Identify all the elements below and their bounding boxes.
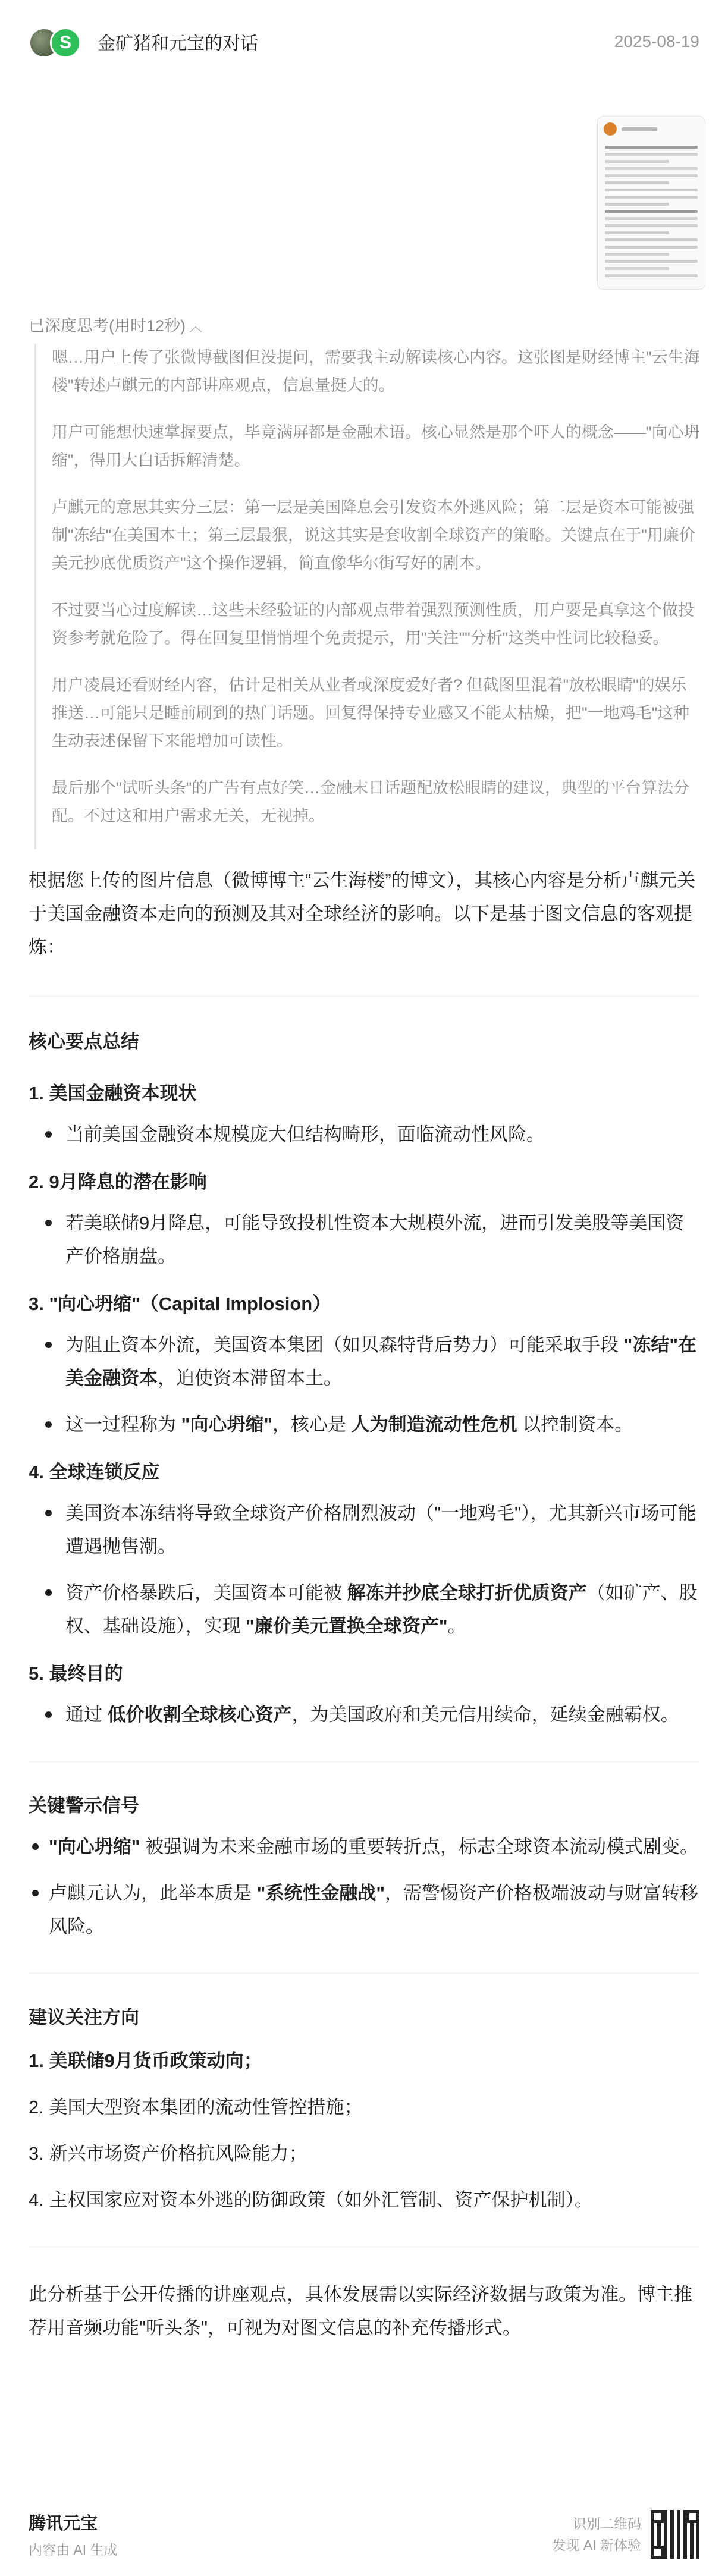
thinking-paragraph: 卢麒元的意思其实分三层：第一层是美国降息会引发资本外逃风险；第二层是资本可能被强制"冻结"在美国本土；第三层最狠，说这其实是套收割全球资产的策略。关键点在于"用廉价美元抄底优质资产"这个操作逻辑，简直像华尔街写好的剧本。 [52, 498, 695, 572]
thinking-paragraph: 最后那个"试听头条"的广告有点好笑…金融末日话题配放松眼睛的建议，典型的平台算法分配。不过这和用户需求无关，无视掉。 [52, 779, 690, 825]
chat-header [0, 0, 728, 83]
bullet-item: 为阻止资本外流，美国资本集团（如贝森特背后势力）可能采取手段 "冻结"在美金融资本，迫使资本滞留本土。 [29, 1328, 699, 1395]
participant-avatars [29, 24, 88, 59]
brand-name: 腾讯元宝 [29, 2514, 98, 2533]
thumbnail-header [598, 117, 705, 142]
section-title: 5. 最终目的 [29, 1663, 123, 1684]
focus-item: 1. 美联储9月货币政策动向； [29, 2050, 262, 2071]
section-title: 2. 9月降息的潜在影响 [29, 1171, 207, 1192]
deep-thinking-toggle[interactable] [29, 313, 202, 336]
bullet-item: "向心坍缩" 被强调为未来金融市场的重要转折点，标志全球资本流动模式剧变。 [29, 1830, 699, 1864]
bullet-item: 当前美国金融资本规模庞大但结构畸形，面临流动性风险。 [29, 1118, 699, 1151]
closing-note: 此分析基于公开传播的讲座观点，具体发展需以实际经济数据与政策为准。博主推荐用音频功能"听头条"，可视为对图文信息的补充传播形式。 [29, 2284, 692, 2338]
deep-thinking-label: 已深度思考(用时12秒) [29, 317, 186, 335]
bullet-item: 若美联储9月降息，可能导致投机性资本大规模外流，进而引发美股等美国资产价格崩盘。 [29, 1207, 699, 1273]
thinking-paragraph: 用户凌晨还看财经内容，估计是相关从业者或深度爱好者? 但截图里混着"放松眼睛"的娱乐推送…可能只是睡前刷到的热门话题。回复得保持专业感又不能太枯燥，把"一地鸡毛"这种生动表述保留下来能增加可读性。 [52, 676, 690, 750]
ai-generated-note: 内容由 AI 生成 [29, 2542, 118, 2558]
core-summary-title: 核心要点总结 [29, 1031, 139, 1052]
thinking-content [34, 344, 701, 849]
focus-directions-title: 建议关注方向 [29, 2007, 139, 2028]
share-footer [0, 2493, 728, 2576]
bullet-item: 卢麒元认为，此举本质是 "系统性金融战"，需警惕资产价格极端波动与财富转移风险。 [29, 1877, 699, 1943]
thinking-paragraph: 不过要当心过度解读…这些未经验证的内部观点带着强烈预测性质，用户要是真拿这个做投资参考就危险了。得在回复里悄悄埋个免责提示，用"关注""分析"这类中性词比较稳妥。 [52, 601, 694, 647]
bullet-item: 美国资本冻结将导致全球资产价格剧烈波动（"一地鸡毛"），尤其新兴市场可能遭遇抛售潮。 [29, 1497, 699, 1563]
divider [29, 1761, 699, 1762]
qr-caption: 识别二维码 发现 AI 新体验 [552, 2516, 641, 2553]
qr-code[interactable] [651, 2510, 699, 2559]
thinking-paragraph: 嗯…用户上传了张微博截图但没提问，需要我主动解读核心内容。这张图是财经博主"云生海楼"转述卢麒元的内部讲座观点，信息量挺大的。 [52, 348, 700, 394]
focus-item: 4. 主权国家应对资本外逃的防御政策（如外汇管制、资产保护机制）。 [29, 2189, 593, 2210]
brand-block [29, 2510, 118, 2559]
section-title: 3. "向心坍缩"（Capital Implosion） [29, 1293, 331, 1314]
thumbnail-avatar [604, 122, 617, 136]
answer-content [29, 864, 699, 2345]
answer-intro: 根据您上传的图片信息（微博博主“云生海楼”的博文），其核心内容是分析卢麒元关于美国金融资本走向的预测及其对全球经济的影响。以下是基于图文信息的客观提炼： [29, 870, 696, 957]
thinking-paragraph: 用户可能想快速掌握要点，毕竟满屏都是金融术语。核心显然是那个吓人的概念——"向心坍缩"，得用大白话拆解清楚。 [52, 423, 700, 469]
section-title: 4. 全球连锁反应 [29, 1462, 160, 1482]
focus-item: 3. 新兴市场资产价格抗风险能力； [29, 2143, 307, 2164]
conversation-title: 金矿猪和元宝的对话 [98, 34, 258, 54]
bullet-item: 这一过程称为 "向心坍缩"，核心是 人为制造流动性危机 以控制资本。 [29, 1408, 699, 1441]
focus-item: 2. 美国大型资本集团的流动性管控措施； [29, 2097, 363, 2118]
uploaded-image-thumbnail[interactable] [597, 116, 705, 290]
divider [29, 1973, 699, 1974]
warning-signals-title: 关键警示信号 [29, 1795, 139, 1816]
section-title: 1. 美国金融资本现状 [29, 1083, 197, 1104]
conversation-date: 2025-08-19 [614, 32, 699, 51]
bullet-item: 通过 低价收割全球核心资产，为美国政府和美元信用续命，延续金融霸权。 [29, 1698, 699, 1732]
bullet-item: 资产价格暴跌后，美国资本可能被 解冻并抄底全球打折优质资产（如矿产、股权、基础设施），实现 "廉价美元置换全球资产"。 [29, 1576, 699, 1643]
yuanbao-avatar: S [50, 27, 81, 58]
divider [29, 996, 699, 997]
chevron-up-icon: ︿ [189, 319, 203, 334]
